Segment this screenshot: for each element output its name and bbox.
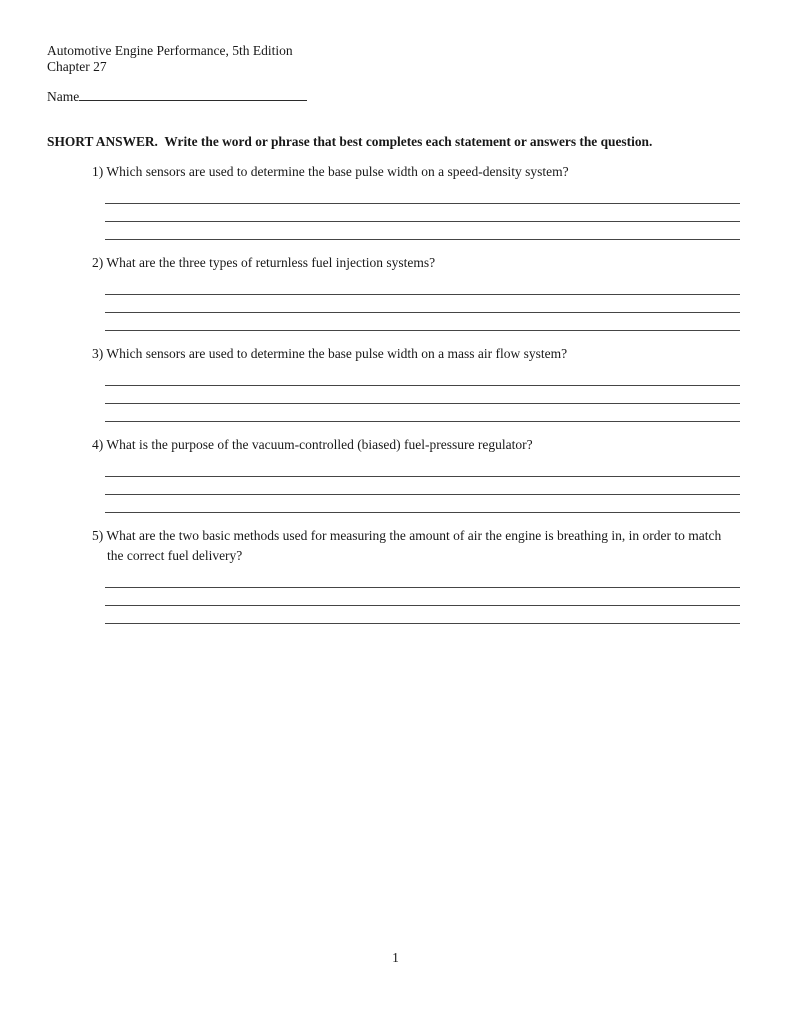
answer-line — [105, 295, 740, 313]
name-blank-line — [79, 88, 307, 101]
question-number: 5) — [92, 528, 104, 543]
answer-lines — [105, 368, 740, 422]
answer-line — [105, 404, 740, 422]
question-text: Which sensors are used to determine the base pulse width on a mass air flow system? — [106, 346, 568, 361]
question-number: 3) — [92, 346, 104, 361]
question-item — [92, 526, 737, 624]
answer-line — [105, 495, 740, 513]
question-item — [92, 162, 737, 240]
answer-line — [105, 277, 740, 295]
answer-line — [105, 222, 740, 240]
question-item — [92, 253, 737, 331]
question-list — [92, 162, 737, 637]
name-label: Name — [47, 89, 80, 104]
answer-line — [105, 477, 740, 495]
question-item — [92, 344, 737, 422]
answer-line — [105, 459, 740, 477]
answer-line — [105, 588, 740, 606]
answer-line — [105, 386, 740, 404]
answer-lines — [105, 570, 740, 624]
question-item — [92, 435, 737, 513]
question-number: 2) — [92, 255, 104, 270]
answer-line — [105, 186, 740, 204]
page-number: 1 — [392, 950, 399, 965]
answer-line — [105, 313, 740, 331]
page-header — [47, 43, 293, 74]
answer-line — [105, 606, 740, 624]
answer-line — [105, 368, 740, 386]
answer-line — [105, 570, 740, 588]
answer-lines — [105, 186, 740, 240]
answer-lines — [105, 459, 740, 513]
question-text: Which sensors are used to determine the base pulse width on a speed-density system? — [106, 164, 569, 179]
chapter-label: Chapter 27 — [47, 58, 107, 74]
question-number: 1) — [92, 164, 104, 179]
answer-lines — [105, 277, 740, 331]
question-text: What are the two basic methods used for measuring the amount of air the engine is breathing in, in order to match the correct fuel delivery? — [106, 528, 722, 563]
question-text: What is the purpose of the vacuum-controlled (biased) fuel-pressure regulator? — [106, 437, 533, 452]
name-row — [47, 88, 307, 104]
question-number: 4) — [92, 437, 104, 452]
book-title: Automotive Engine Performance, 5th Edition — [47, 43, 293, 58]
question-text: What are the three types of returnless fuel injection systems? — [106, 255, 436, 270]
section-instructions: SHORT ANSWER. Write the word or phrase that best completes each statement or answers the question. — [47, 134, 653, 149]
answer-line — [105, 204, 740, 222]
